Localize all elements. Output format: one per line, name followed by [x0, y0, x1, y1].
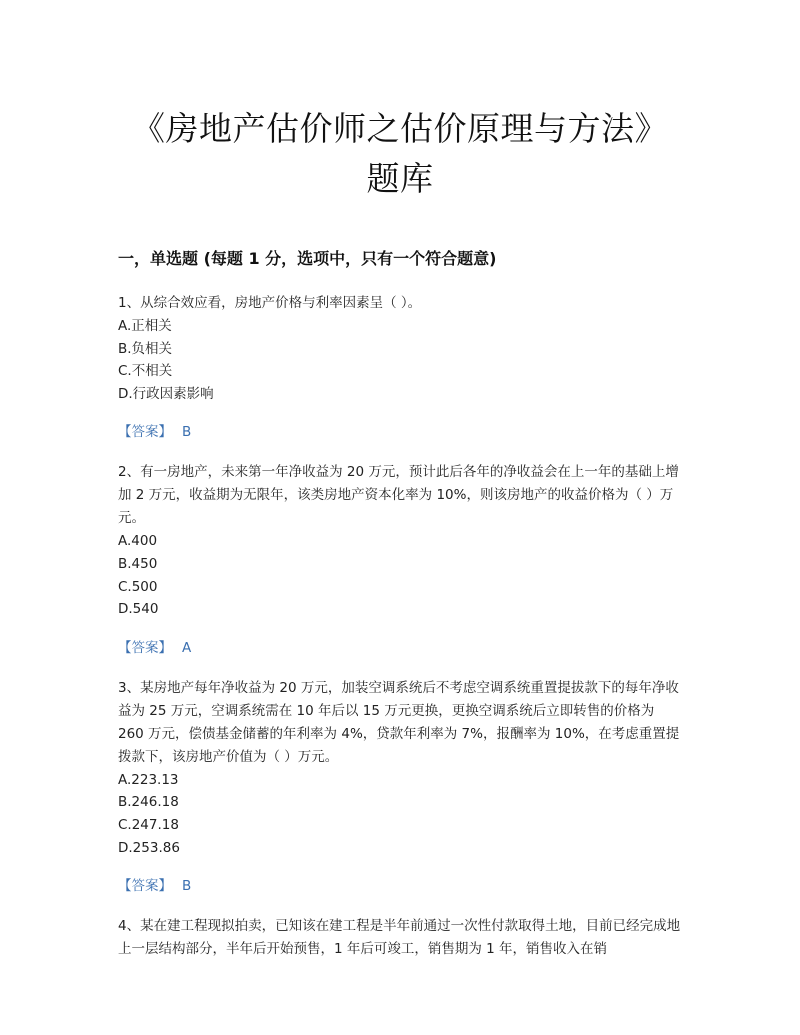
answer-value: B: [182, 424, 192, 441]
option-a: A.223.13: [118, 771, 179, 788]
answer-value: B: [182, 878, 192, 895]
section-heading: 一，单选题 (每题 1 分，选项中，只有一个符合题意): [118, 249, 497, 268]
option-a: A.正相关: [118, 318, 172, 334]
answer-label: 【答案】: [118, 424, 172, 441]
question-stem: 4、某在建工程现拟拍卖，已知该在建工程是半年前通过一次性付款取得土地，目前已经完成地上一层结构部分，半年后开始预售，1 年后可竣工，销售期为 1 年，销售收入在销: [118, 918, 681, 958]
question-4: [118, 915, 683, 961]
question-1: [118, 292, 683, 443]
option-c: C.不相关: [118, 363, 173, 380]
option-b: B.246.18: [118, 794, 179, 811]
option-d: D.540: [118, 601, 159, 618]
question-3: [118, 677, 683, 897]
question-stem: 3、某房地产每年净收益为 20 万元，加装空调系统后不考虑空调系统重置提拔款下的每年净收益为 25 万元，空调系统需在 10 年后以 15 万元更换，更换空调系统后立即转售的价格为 260 万元，偿债基金储蓄的年利率为 4%，贷款年利率为 7%，报酬率为 10%，在考虑重置提拨款下，该房地产价值为（ ）万元。: [118, 679, 680, 765]
option-c: C.500: [118, 578, 158, 595]
question-stem: 1、从综合效应看，房地产价格与利率因素呈（ ）。: [118, 295, 422, 311]
option-c: C.247.18: [118, 816, 179, 833]
title-line-2: 题库: [366, 159, 434, 198]
document-title: [0, 104, 800, 204]
option-b: B.负相关: [118, 340, 173, 357]
option-d: D.253.86: [118, 839, 180, 856]
answer-value: A: [182, 639, 192, 656]
answer-label: 【答案】: [118, 639, 172, 656]
answer-line: [118, 421, 683, 443]
option-b: B.450: [118, 555, 158, 572]
question-list: [118, 292, 683, 961]
question-stem: 2、有一房地产，未来第一年净收益为 20 万元，预计此后各年的净收益会在上一年的基础上增加 2 万元，收益期为无限年，该类房地产资本化率为 10%，则该房地产的收益价格为（ ）万元。: [118, 464, 679, 527]
option-a: A.400: [118, 533, 158, 550]
question-2: [118, 461, 683, 658]
title-line-1: 《房地产估价师之估价原理与方法》: [132, 109, 668, 148]
answer-line: [118, 637, 683, 659]
answer-line: [118, 875, 683, 897]
option-d: D.行政因素影响: [118, 385, 214, 402]
answer-label: 【答案】: [118, 878, 172, 895]
